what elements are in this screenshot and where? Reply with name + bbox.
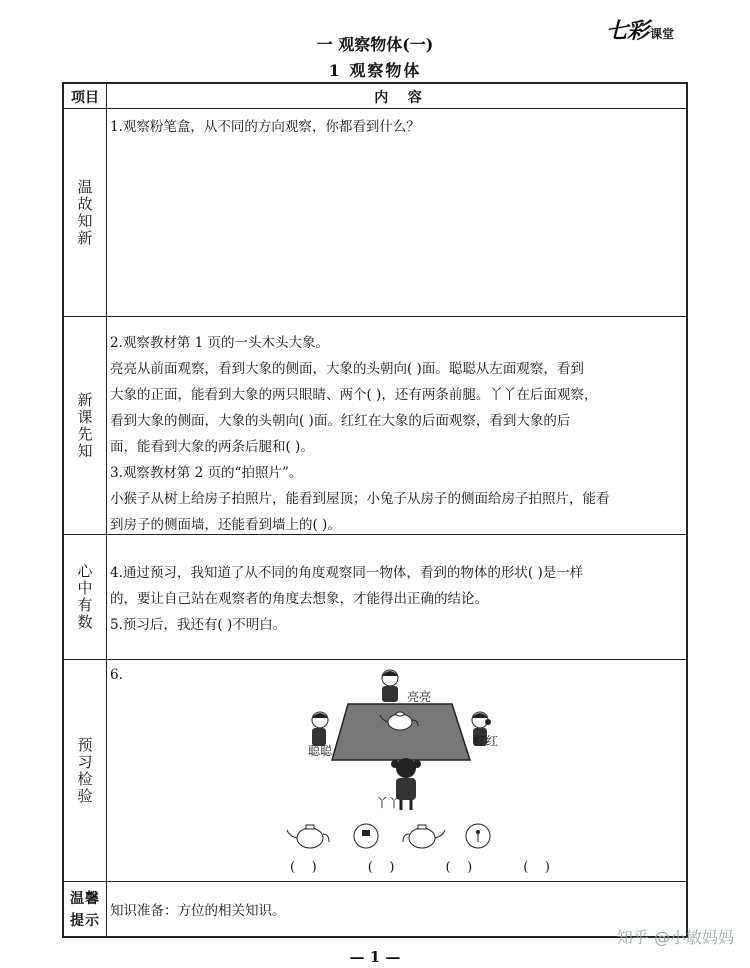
page-number: — 1 —: [349, 948, 401, 966]
row-content-tips: [110, 898, 684, 924]
lesson-title: 1 观察物体: [328, 61, 422, 80]
name-left: 聪聪: [308, 744, 333, 758]
answer-blank-1[interactable]: ( ): [290, 860, 317, 875]
text-line: 亮亮从前面观察，看到大象的侧面，大象的头朝向( )面。聪聪从左面观察，看到: [110, 361, 584, 377]
text-line: 到房子的侧面墙，还能看到墙上的( )。: [110, 517, 341, 533]
answer-blank-4[interactable]: ( ): [523, 860, 550, 875]
tips-label: 温馨提示: [70, 891, 100, 929]
teapot-side-view-2-icon: [403, 825, 445, 848]
text-line: 小猴子从树上给房子拍照片，能看到屋顶；小兔子从房子的侧面给房子拍照片，能看: [110, 491, 610, 507]
tips-text: 知识准备：方位的相关知识。: [110, 903, 286, 919]
name-bottom: 丫丫: [376, 796, 401, 810]
name-top: 亮亮: [407, 690, 432, 704]
row-label-tips: [64, 882, 106, 938]
text-line: 的，要让自己站在观察者的角度去想象，才能得出正确的结论。: [110, 591, 488, 607]
row-label-review: 温故知新: [75, 178, 94, 247]
row-content-review: [110, 114, 684, 140]
question-2: 2.观察教材第 1 页的一头木头大象。: [110, 335, 330, 351]
row-label-check: 预习检验: [75, 736, 94, 805]
row-content-confident: [110, 560, 684, 638]
row-label-confident: 心中有数: [75, 563, 94, 631]
answer-blanks: [290, 860, 550, 875]
text-line: 大象的正面，能看到大象的两只眼睛、两个( )，还有两条前腿。丫丫在后面观察，: [110, 387, 598, 403]
question-4: 4.通过预习，我知道了从不同的角度观察同一物体，看到的物体的形状( )是一样: [110, 565, 584, 581]
teapot-side-view-icon: [287, 825, 329, 848]
watermark: 知乎 @小敏妈妈: [616, 928, 734, 947]
header-item: 项目: [71, 90, 99, 106]
answer-blank-2[interactable]: ( ): [367, 860, 395, 875]
name-right: 红红: [474, 734, 499, 748]
kid-left-icon: [312, 712, 328, 746]
question-1: 1.观察粉笔盒，从不同的方向观察，你都看到什么？: [110, 119, 420, 135]
question-6: 6.: [110, 667, 123, 683]
question-5: 5.预习后，我还有( )不明白。: [110, 617, 287, 633]
text-line: 面，能看到大象的两条后腿和( )。: [110, 439, 314, 455]
header-content: 内 容: [374, 90, 422, 106]
brand-logo: 七彩 课堂: [606, 18, 675, 44]
kid-top-icon: [382, 670, 398, 702]
question-3: 3.观察教材第 2 页的“拍照片”。: [110, 465, 303, 481]
teapot-views: [284, 818, 504, 854]
row-label-preview: 新课先知: [75, 391, 94, 460]
teapot-back-view-icon: [466, 824, 490, 848]
text-line: 看到大象的侧面，大象的头朝向( )面。红红在大象的后面观察，看到大象的后: [110, 413, 571, 429]
worksheet-table: [62, 82, 688, 938]
teapot-front-view-icon: [354, 824, 378, 848]
unit-title: 一 观察物体(一): [316, 35, 434, 54]
answer-blank-3[interactable]: ( ): [445, 860, 473, 875]
row-content-preview: [110, 330, 684, 538]
